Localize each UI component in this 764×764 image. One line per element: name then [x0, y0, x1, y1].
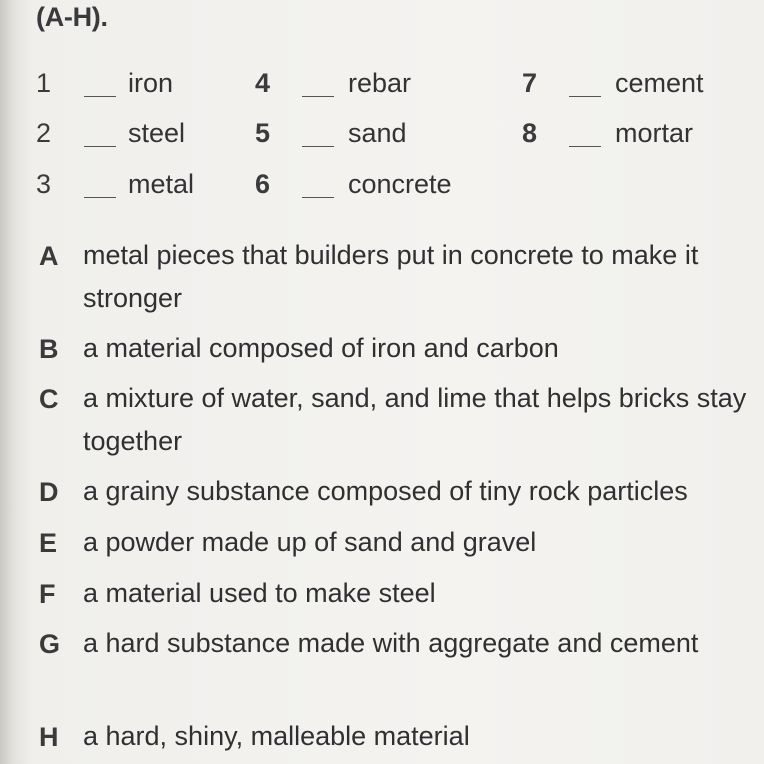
item-word: metal: [128, 169, 195, 199]
definition-text: a grainy substance composed of tiny rock particles: [83, 476, 688, 506]
item-number: 2: [36, 118, 52, 148]
answer-blank[interactable]: [84, 197, 116, 198]
definition-letter: B: [39, 334, 59, 364]
item-word: rebar: [348, 68, 412, 98]
definition-letter: G: [39, 629, 61, 659]
answer-blank[interactable]: [302, 146, 334, 147]
definition-letter: C: [39, 384, 59, 414]
definition-text: a hard, shiny, malleable material: [83, 721, 470, 751]
matching-row-2: [0, 118, 764, 158]
definition-text: a hard substance made with aggregate and cement: [83, 628, 699, 658]
definition-letter: E: [39, 528, 58, 558]
exercise-heading: (A-H).: [36, 2, 108, 32]
matching-row-1: [0, 68, 764, 108]
answer-blank[interactable]: [569, 146, 601, 147]
item-number: 8: [522, 118, 538, 148]
item-word: mortar: [615, 118, 694, 148]
definition-letter: D: [39, 477, 59, 507]
definition-letter: F: [39, 579, 56, 609]
item-number: 6: [255, 169, 271, 199]
definition-text: metal pieces that builders put in concrete to make it stronger: [83, 240, 699, 313]
answer-blank[interactable]: [302, 197, 334, 198]
answer-blank[interactable]: [84, 146, 116, 147]
item-word: cement: [615, 68, 704, 98]
item-number: 7: [522, 68, 538, 98]
definition-text: a mixture of water, sand, and lime that helps bricks stay together: [83, 383, 747, 456]
answer-blank[interactable]: [569, 96, 601, 97]
answer-blank[interactable]: [302, 96, 334, 97]
definition-letter: A: [39, 241, 59, 271]
item-number: 4: [255, 68, 271, 98]
item-word: sand: [348, 118, 407, 148]
item-number: 5: [255, 118, 271, 148]
item-word: concrete: [348, 169, 452, 199]
definition-text: a material used to make steel: [83, 578, 436, 608]
definition-text: a material composed of iron and carbon: [83, 333, 559, 363]
item-word: steel: [128, 118, 186, 148]
item-number: 1: [36, 68, 52, 98]
item-word: iron: [128, 68, 174, 98]
matching-row-3: [0, 169, 764, 209]
definition-letter: H: [39, 722, 59, 752]
answer-blank[interactable]: [84, 96, 116, 97]
definition-text: a powder made up of sand and gravel: [83, 527, 537, 557]
item-number: 3: [36, 169, 52, 199]
